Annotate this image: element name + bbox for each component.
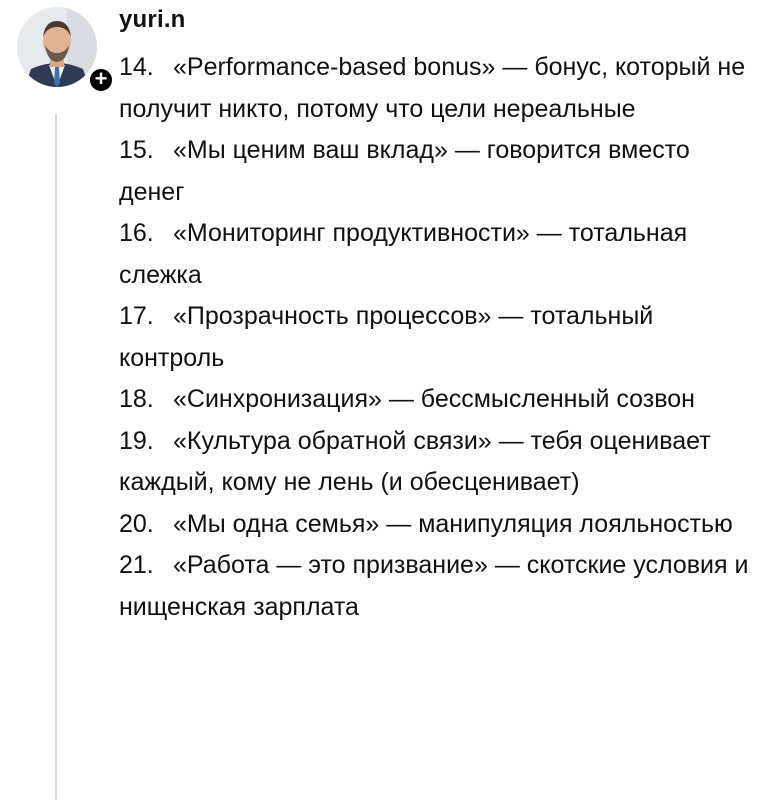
follow-button[interactable] (87, 66, 115, 94)
plus-icon: + (94, 66, 108, 91)
list-item-text: «Синхронизация» — бессмысленный созвон (173, 385, 695, 413)
list-item-text: «Performance-based bonus» — бонус, который не получит никто, потому что цели нереальные (119, 53, 746, 123)
list-item (119, 504, 759, 546)
list-item-number: 21. (119, 551, 154, 579)
list-item (119, 47, 759, 130)
list-item (119, 296, 759, 379)
list-item (119, 379, 759, 421)
thread-line (55, 114, 57, 800)
list-item (119, 545, 759, 628)
list-item (119, 421, 759, 504)
list-item (119, 130, 759, 213)
list-item-number: 20. (119, 509, 154, 538)
list-item-number: 14. (119, 53, 154, 81)
list-item (119, 213, 759, 296)
avatar[interactable] (17, 7, 97, 87)
author-avatar-wrapper[interactable] (17, 7, 108, 93)
post-body (119, 47, 759, 628)
list-item-text: «Работа — это призвание» — скотские условия и нищенская зарплата (119, 551, 749, 621)
list-item-text: «Мы одна семья» — манипуляция лояльностью (173, 509, 733, 538)
list-item-number: 16. (119, 219, 154, 247)
author-username[interactable]: yuri.n (119, 6, 186, 33)
list-item-number: 18. (119, 385, 154, 413)
list-item-text: «Мы ценим ваш вклад» — говорится вместо денег (119, 136, 690, 206)
list-item-number: 15. (119, 136, 154, 164)
list-item-number: 17. (119, 302, 154, 330)
avatar-photo (17, 7, 97, 87)
list-item-text: «Культура обратной связи» — тебя оценивает каждый, кому не лень (и обесценивает) (119, 426, 711, 496)
list-item-number: 19. (119, 426, 154, 455)
list-item-text: «Мониторинг продуктивности» — тотальная слежка (119, 219, 688, 289)
list-item-text: «Прозрачность процессов» — тотальный контроль (119, 302, 654, 372)
